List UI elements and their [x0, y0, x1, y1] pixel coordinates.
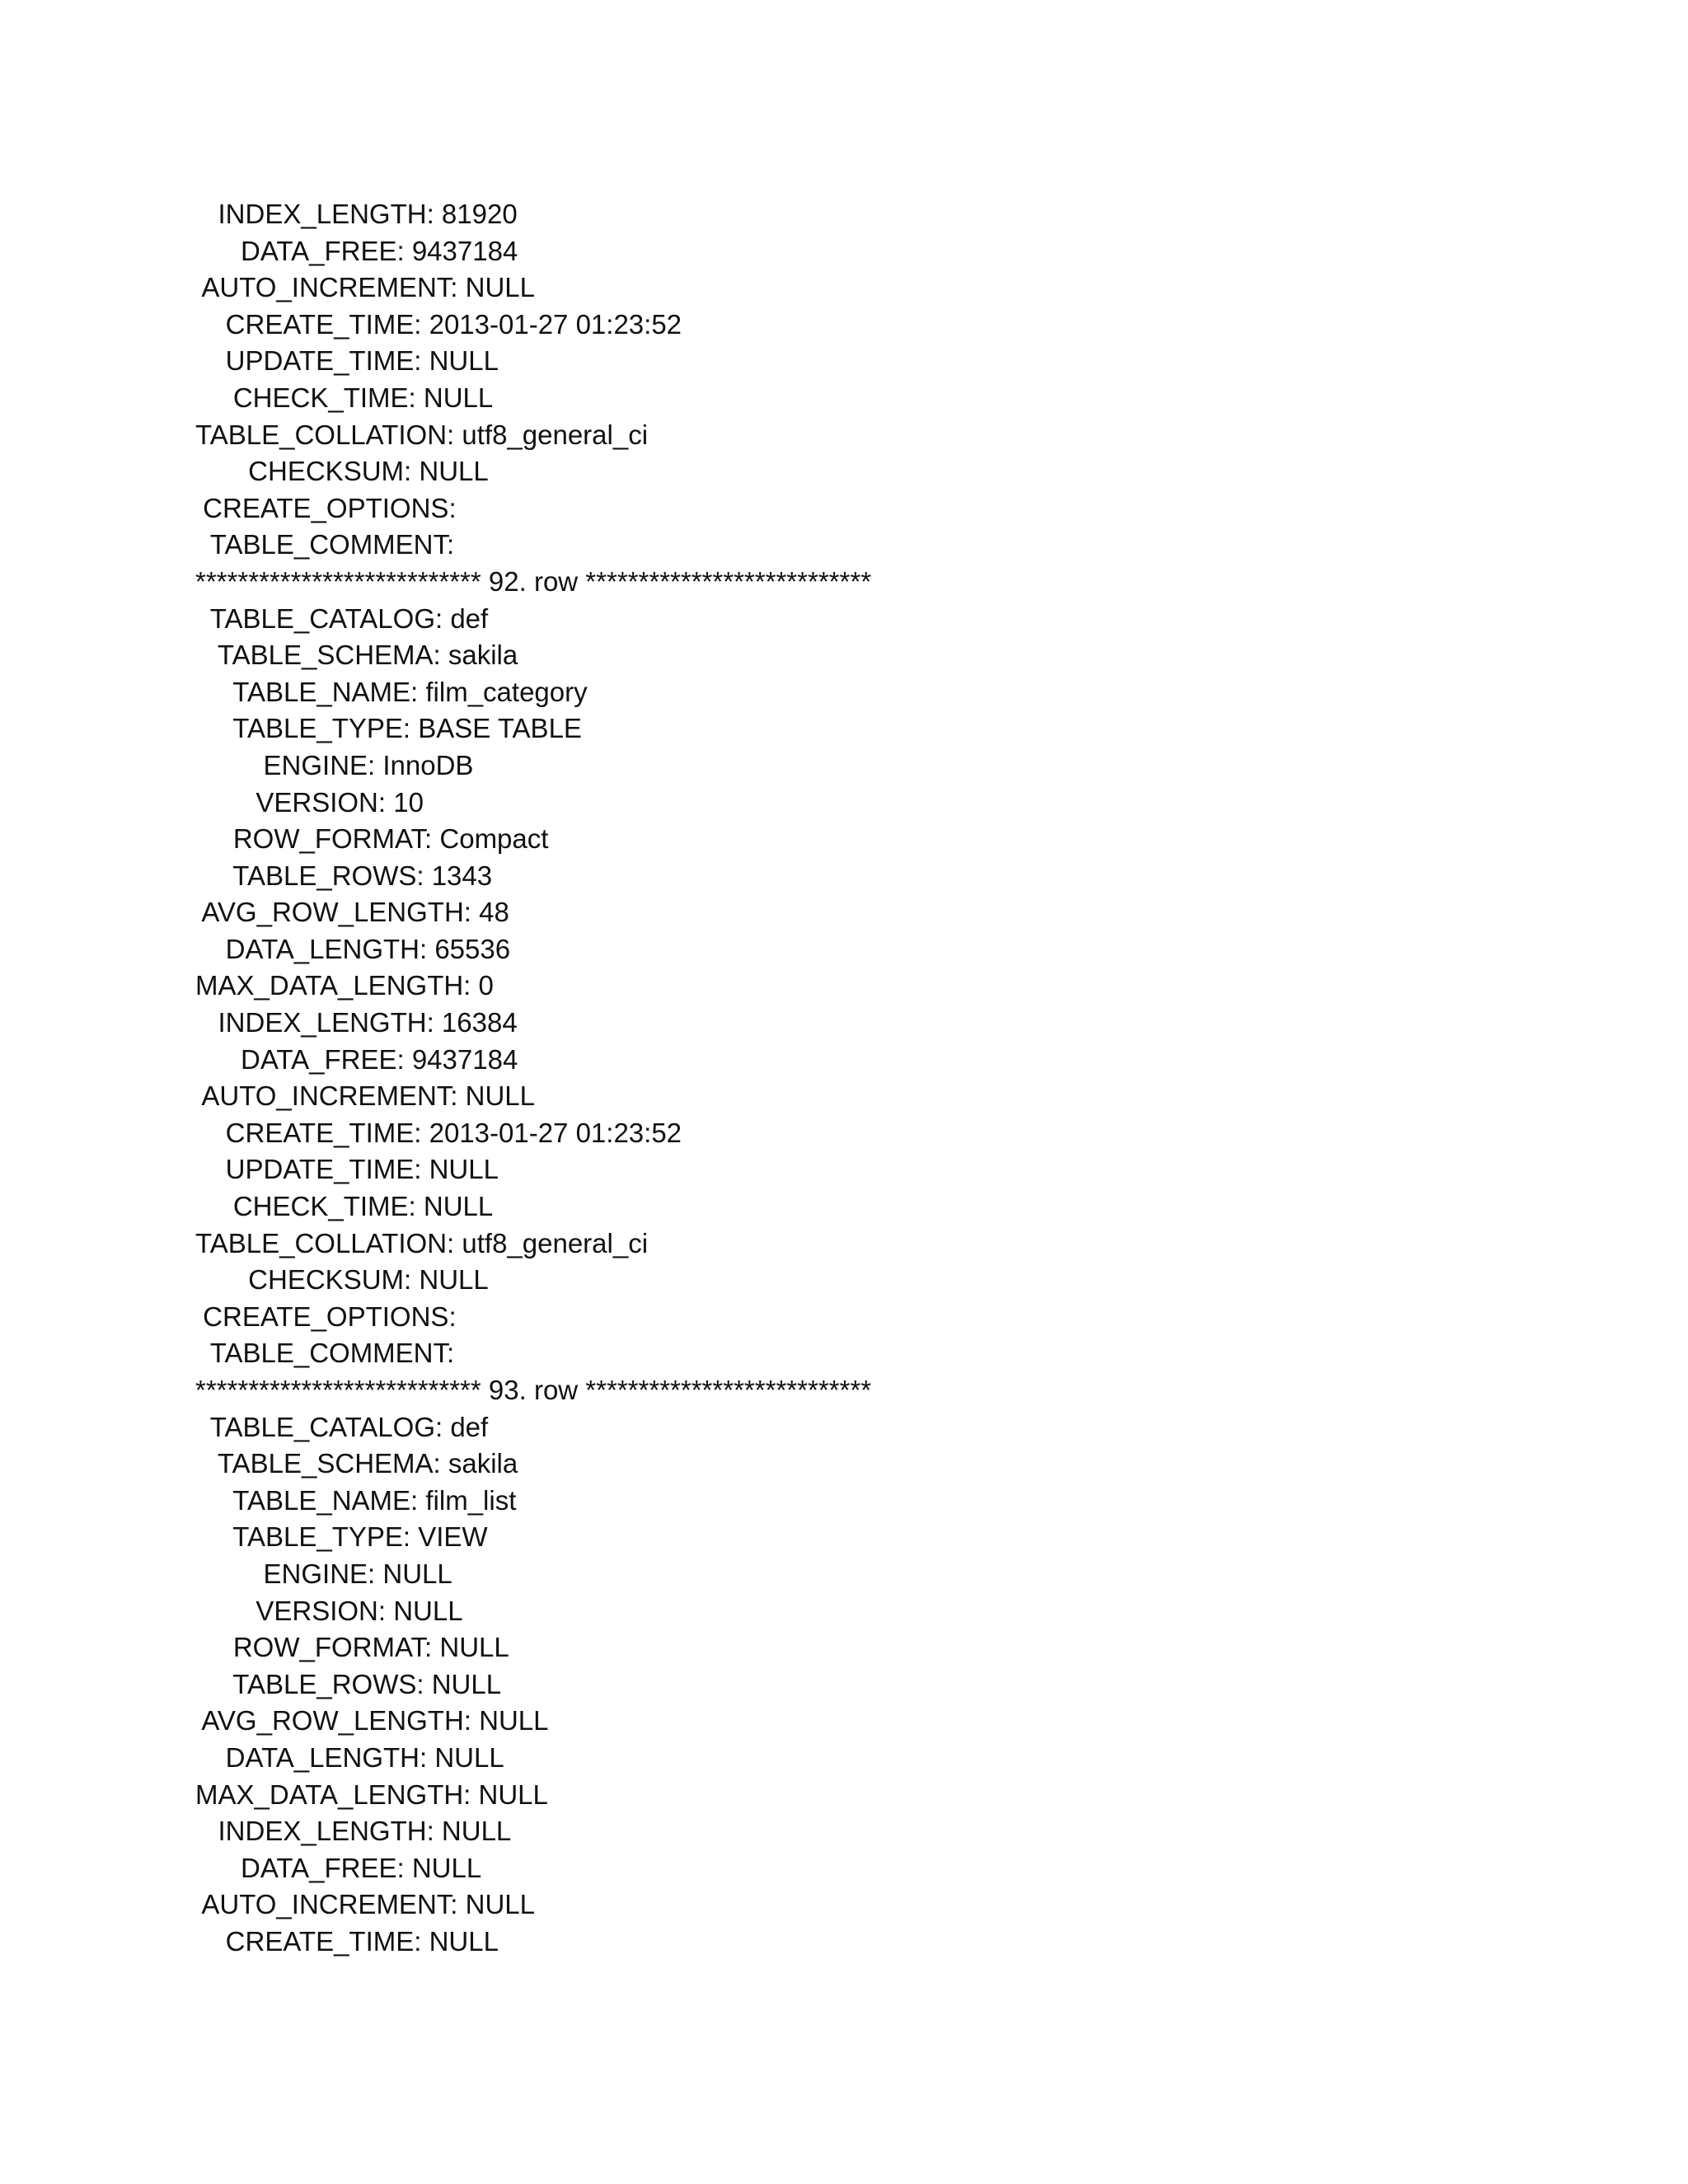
- output-line: TABLE_COLLATION: utf8_general_ci: [195, 1227, 649, 1258]
- output-line: CHECK_TIME: NULL: [195, 382, 494, 413]
- output-line: ENGINE: InnoDB: [195, 749, 474, 780]
- row-separator: *************************** 92. row ***************************: [195, 565, 872, 597]
- output-line: VERSION: NULL: [195, 1595, 463, 1626]
- output-line: TABLE_NAME: film_list: [195, 1484, 517, 1516]
- output-line: INDEX_LENGTH: NULL: [195, 1816, 512, 1847]
- output-line: DATA_FREE: NULL: [195, 1852, 482, 1883]
- query-output: [195, 196, 1432, 1961]
- output-line: ROW_FORMAT: NULL: [195, 1632, 509, 1663]
- output-line: AVG_ROW_LENGTH: NULL: [195, 1705, 549, 1736]
- output-line: ENGINE: NULL: [195, 1558, 452, 1589]
- output-line: TABLE_COMMENT:: [195, 1338, 455, 1369]
- output-line: TABLE_COMMENT:: [195, 529, 455, 560]
- output-line: TABLE_TYPE: BASE TABLE: [195, 713, 582, 744]
- output-line: CREATE_OPTIONS:: [195, 1301, 457, 1332]
- output-line: CREATE_TIME: 2013-01-27 01:23:52: [195, 1117, 682, 1148]
- output-line: UPDATE_TIME: NULL: [195, 1154, 499, 1185]
- output-line: VERSION: 10: [195, 786, 424, 818]
- output-line: DATA_FREE: 9437184: [195, 235, 518, 266]
- output-line: TABLE_CATALOG: def: [195, 1411, 489, 1442]
- output-line: AUTO_INCREMENT: NULL: [195, 1889, 535, 1920]
- output-line: TABLE_NAME: film_category: [195, 676, 588, 707]
- output-line: TABLE_ROWS: 1343: [195, 860, 493, 891]
- output-line: AUTO_INCREMENT: NULL: [195, 272, 535, 303]
- output-line: ROW_FORMAT: Compact: [195, 823, 549, 855]
- output-line: TABLE_COLLATION: utf8_general_ci: [195, 419, 649, 450]
- output-line: TABLE_TYPE: VIEW: [195, 1521, 488, 1553]
- output-line: DATA_LENGTH: NULL: [195, 1741, 504, 1773]
- output-line: DATA_FREE: 9437184: [195, 1043, 518, 1075]
- output-line: AVG_ROW_LENGTH: 48: [195, 897, 509, 928]
- output-line: MAX_DATA_LENGTH: 0: [195, 970, 494, 1001]
- output-line: CREATE_OPTIONS:: [195, 492, 457, 523]
- output-line: MAX_DATA_LENGTH: NULL: [195, 1779, 548, 1810]
- row-separator: *************************** 93. row ***************************: [195, 1375, 872, 1405]
- output-line: INDEX_LENGTH: 16384: [195, 1007, 518, 1038]
- output-line: CREATE_TIME: NULL: [195, 1925, 499, 1957]
- output-line: TABLE_ROWS: NULL: [195, 1668, 502, 1699]
- output-line: CHECK_TIME: NULL: [195, 1191, 494, 1222]
- output-line: TABLE_CATALOG: def: [195, 602, 489, 634]
- output-line: UPDATE_TIME: NULL: [195, 345, 499, 377]
- output-line: AUTO_INCREMENT: NULL: [195, 1080, 535, 1112]
- output-line: CREATE_TIME: 2013-01-27 01:23:52: [195, 308, 682, 340]
- output-line: CHECKSUM: NULL: [195, 456, 489, 487]
- output-line: CHECKSUM: NULL: [195, 1264, 489, 1296]
- output-line: DATA_LENGTH: 65536: [195, 933, 511, 964]
- output-line: TABLE_SCHEMA: sakila: [195, 1448, 518, 1479]
- output-line: TABLE_SCHEMA: sakila: [195, 640, 518, 671]
- output-line: INDEX_LENGTH: 81920: [195, 199, 518, 229]
